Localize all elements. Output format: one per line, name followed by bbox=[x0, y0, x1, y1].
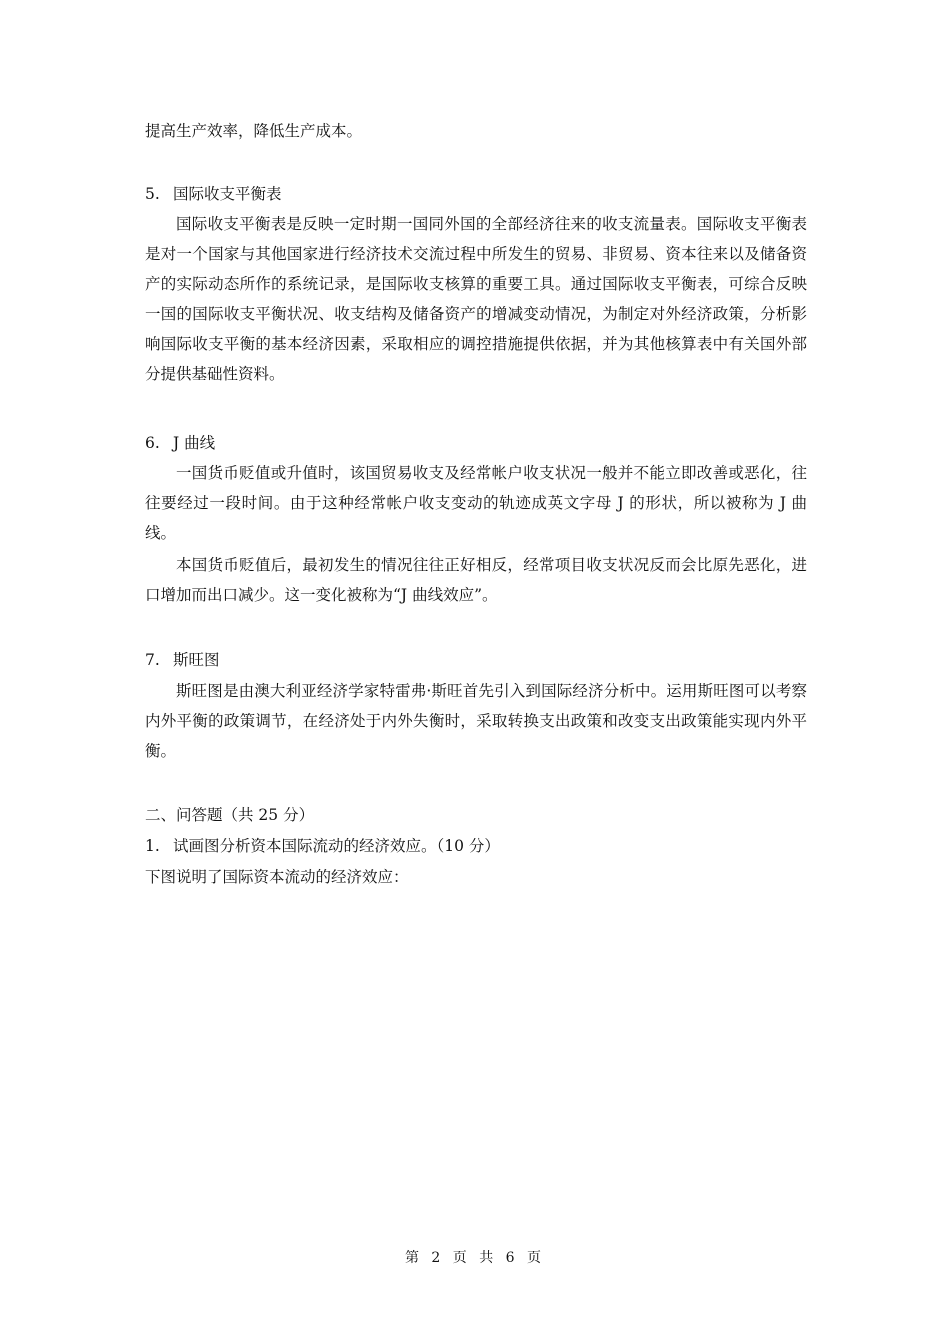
section-6-paragraph-1: 一国货币贬值或升值时，该国贸易收支及经常帐户收支状况一般并不能立即改善或恶化，往往要经过一段时间。由于这种经常帐户收支变动的轨迹成英文字母 J 的形状，所以被称为 J 曲线。 bbox=[145, 464, 807, 542]
section-number: 7. bbox=[145, 651, 160, 669]
answer-intro: 下图说明了国际资本流动的经济效应： bbox=[145, 868, 409, 886]
section-number: 6. bbox=[145, 434, 160, 452]
section-6-paragraph-2: 本国货币贬值后，最初发生的情况往往正好相反，经常项目收支状况反而会比原先恶化，进口增加而出口减少。这一变化被称为“J 曲线效应”。 bbox=[145, 556, 807, 604]
section-title: 斯旺图 bbox=[173, 651, 220, 669]
continuation-text: 提高生产效率，降低生产成本。 bbox=[145, 122, 363, 140]
section-title: 国际收支平衡表 bbox=[173, 185, 282, 203]
section-number: 5. bbox=[145, 185, 160, 203]
part-two-heading: 二、问答题（共 25 分） bbox=[145, 806, 315, 824]
question-1 bbox=[145, 836, 500, 856]
question-text: 试画图分析资本国际流动的经济效应。（10 分） bbox=[173, 837, 500, 855]
section-heading-7 bbox=[145, 650, 220, 670]
question-number: 1. bbox=[145, 837, 160, 855]
page-footer: 第 2 页 共 6 页 bbox=[404, 1250, 546, 1266]
section-heading-6 bbox=[145, 433, 215, 453]
section-heading-5 bbox=[145, 184, 282, 204]
section-title: J 曲线 bbox=[173, 434, 216, 452]
section-7-paragraph: 斯旺图是由澳大利亚经济学家特雷弗·斯旺首先引入到国际经济分析中。运用斯旺图可以考察内外平衡的政策调节，在经济处于内外失衡时，采取转换支出政策和改变支出政策能实现内外平衡。 bbox=[145, 682, 807, 760]
section-5-paragraph: 国际收支平衡表是反映一定时期一国同外国的全部经济往来的收支流量表。国际收支平衡表是对一个国家与其他国家进行经济技术交流过程中所发生的贸易、非贸易、资本往来以及储备资产的实际动态所作的系统记录，是国际收支核算的重要工具。通过国际收支平衡表，可综合反映一国的国际收支平衡状况、收支结构及储备资产的增减变动情况，为制定对外经济政策，分析影响国际收支平衡的基本经济因素，采取相应的调控措施提供依据，并为其他核算表中有关国外部分提供基础性资料。 bbox=[145, 215, 807, 383]
